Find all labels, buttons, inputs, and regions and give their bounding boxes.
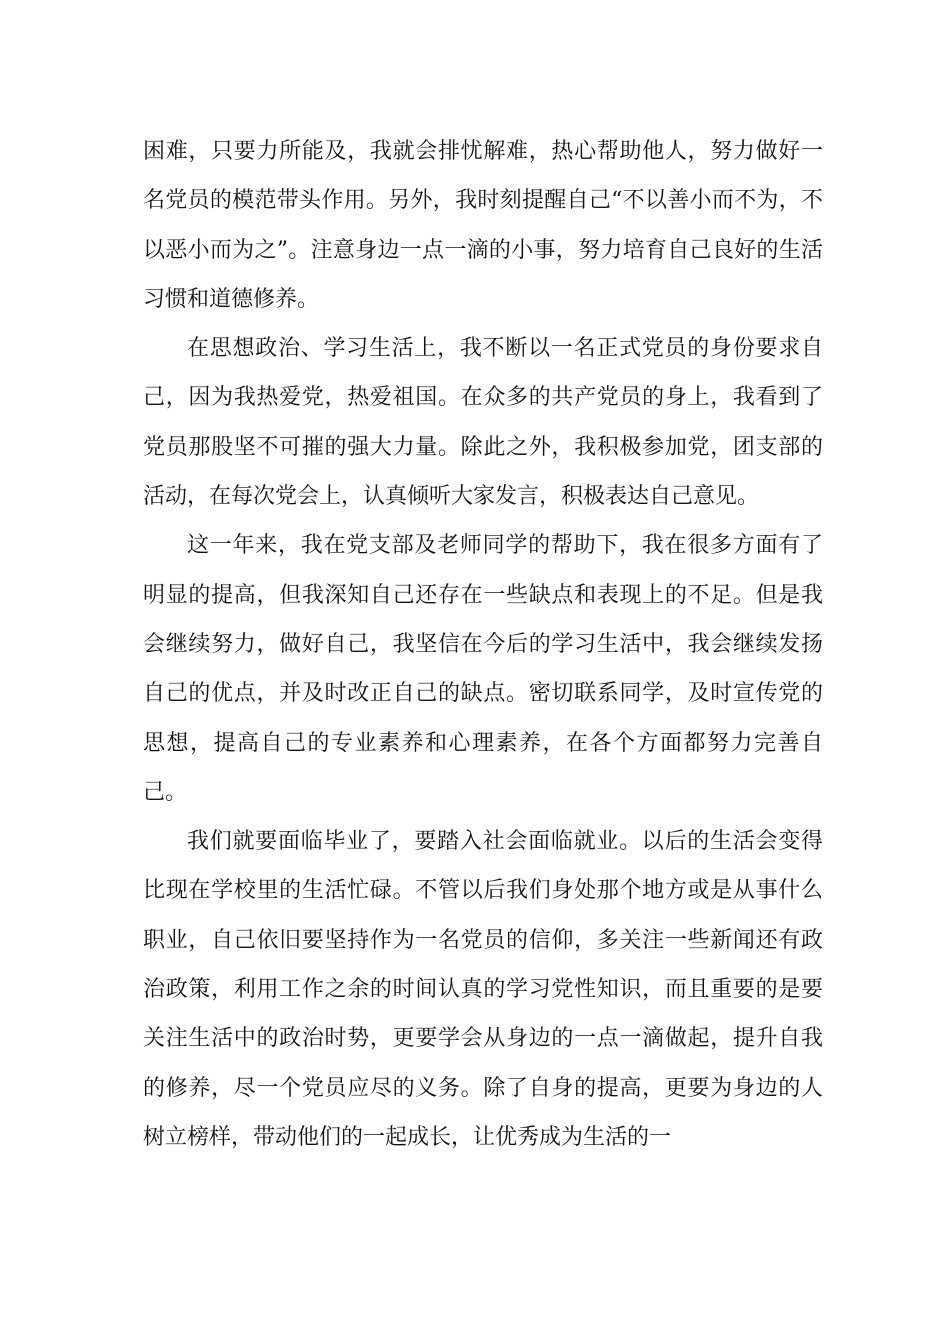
- paragraph-1: 困难，只要力所能及，我就会排忧解难，热心帮助他人，努力做好一名党员的模范带头作用。另外，我时刻提醒自己“不以善小而不为，不以恶小而为之”。注意身边一点一滴的小事，努力培育自己良好的生活习惯和道德修养。: [143, 139, 823, 312]
- document-body: [143, 127, 823, 1162]
- paragraph-4: 我们就要面临毕业了，要踏入社会面临就业。以后的生活会变得比现在学校里的生活忙碌。不管以后我们身处那个地方或是从事什么职业，自己依旧要坚持作为一名党员的信仰，多关注一些新闻还有政治政策，利用工作之余的时间认真的学习党性知识，而且重要的是要关注生活中的政治时势，更要学会从身边的一点一滴做起，提升自我的修养，尽一个党员应尽的义务。除了自身的提高，更要为身边的人树立榜样，带动他们的一起成长，让优秀成为生活的一: [143, 829, 823, 1150]
- paragraph-3: 这一年来，我在党支部及老师同学的帮助下，我在很多方面有了明显的提高，但我深知自己还存在一些缺点和表现上的不足。但是我会继续努力，做好自己，我坚信在今后的学习生活中，我会继续发扬自己的优点，并及时改正自己的缺点。密切联系同学，及时宣传党的思想，提高自己的专业素养和心理素养，在各个方面都努力完善自己。: [143, 533, 823, 805]
- paragraph-2: 在思想政治、学习生活上，我不断以一名正式党员的身份要求自己，因为我热爱党，热爱祖国。在众多的共产党员的身上，我看到了党员那股坚不可摧的强大力量。除此之外，我积极参加党，团支部的活动，在每次党会上，认真倾听大家发言，积极表达自己意见。: [143, 336, 823, 510]
